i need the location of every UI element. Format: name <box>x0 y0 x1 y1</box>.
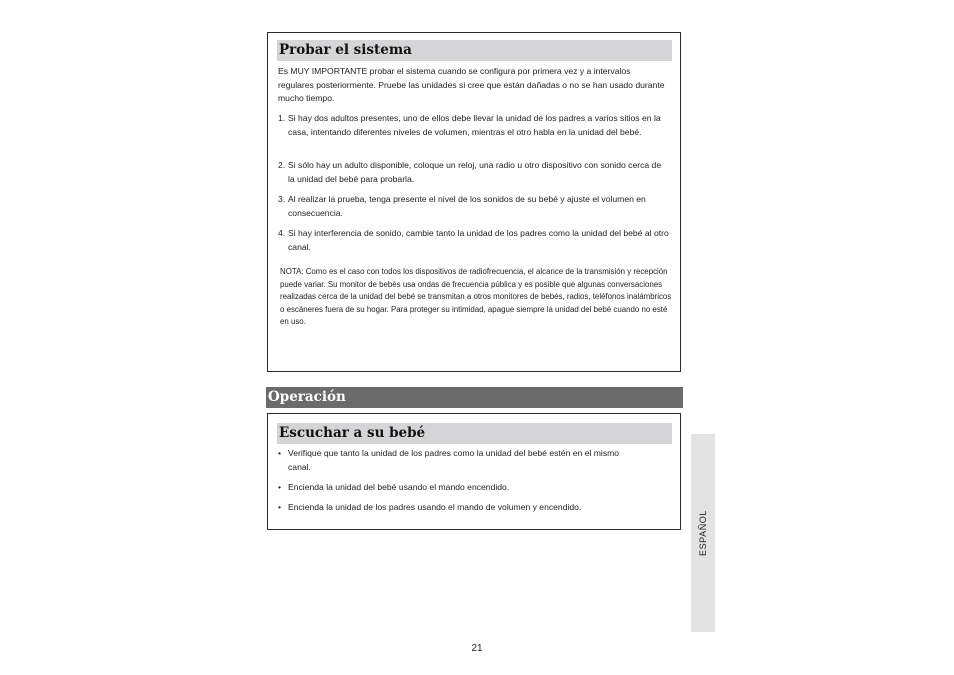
list-number: 2. <box>278 160 286 170</box>
bullet-mark: • <box>278 482 282 492</box>
list-item <box>278 159 670 186</box>
section-title-test-system: Probar el sistema <box>277 40 672 61</box>
listen-baby-box <box>267 413 681 530</box>
list-text: Al realizar la prueba, tenga presente el nivel de los sonidos de su bebé y ajuste el volumen en consecuencia. <box>288 194 646 218</box>
section-title-listen-baby: Escuchar a su bebé <box>277 423 672 444</box>
list-text: Si hay interferencia de sonido, cambie tanto la unidad de los padres como la unidad del bebé al otro canal. <box>288 228 669 252</box>
list-number: 4. <box>278 228 286 238</box>
list-item <box>278 112 670 139</box>
page-number: 21 <box>471 643 483 654</box>
list-item <box>278 193 670 220</box>
list-item <box>278 227 670 254</box>
list-number: 1. <box>278 113 286 123</box>
operation-heading: Operación <box>266 387 683 408</box>
language-label: ESPAÑOL <box>698 509 708 557</box>
intro-paragraph: Es MUY IMPORTANTE probar el sistema cuando se configura por primera vez y a intervalos regulares posteriormente. Pruebe las unidades si cree que están dañadas o no se han usado durante mucho tiempo. <box>278 66 665 104</box>
list-number: 3. <box>278 194 286 204</box>
bullet-text: Encienda la unidad del bebé usando el mando encendido. <box>288 482 510 492</box>
bullet-mark: • <box>278 502 282 512</box>
list-text: Si sólo hay un adulto disponible, coloque un reloj, una radio u otro dispositivo con sonido cerca de la unidad del bebé para probarla. <box>288 160 662 184</box>
note-paragraph: NOTA: Como es el caso con todos los dispositivos de radiofrecuencia, el alcance de la transmisión y recepción puede variar. Su monitor de bebés usa ondas de frecuencia pública y es posible que algunas conversaciones realizadas cerca de la unidad del bebé se transmitan a otros monitores de bebés, radios, teléfonos inalámbricos o escáneres fuera de su hogar. Para proteger su intimidad, apague siempre la unidad del bebé cuando no esté en uso. <box>280 267 672 327</box>
list-text: Si hay dos adultos presentes, uno de ellos debe llevar la unidad de los padres a varios sitios en la casa, intentando diferentes niveles de volumen, mientras el otro habla en la unidad del bebé. <box>288 113 661 137</box>
bullet-item <box>278 501 670 515</box>
bullet-item <box>278 481 670 495</box>
bullet-text: Encienda la unidad de los padres usando el mando de volumen y encendido. <box>288 502 582 512</box>
bullet-text: Verifique que tanto la unidad de los padres como la unidad del bebé estén en el mismo canal. <box>288 448 620 472</box>
test-system-box <box>267 32 681 372</box>
language-side-tab <box>691 434 715 632</box>
bullet-item <box>278 447 623 474</box>
bullet-mark: • <box>278 448 282 458</box>
